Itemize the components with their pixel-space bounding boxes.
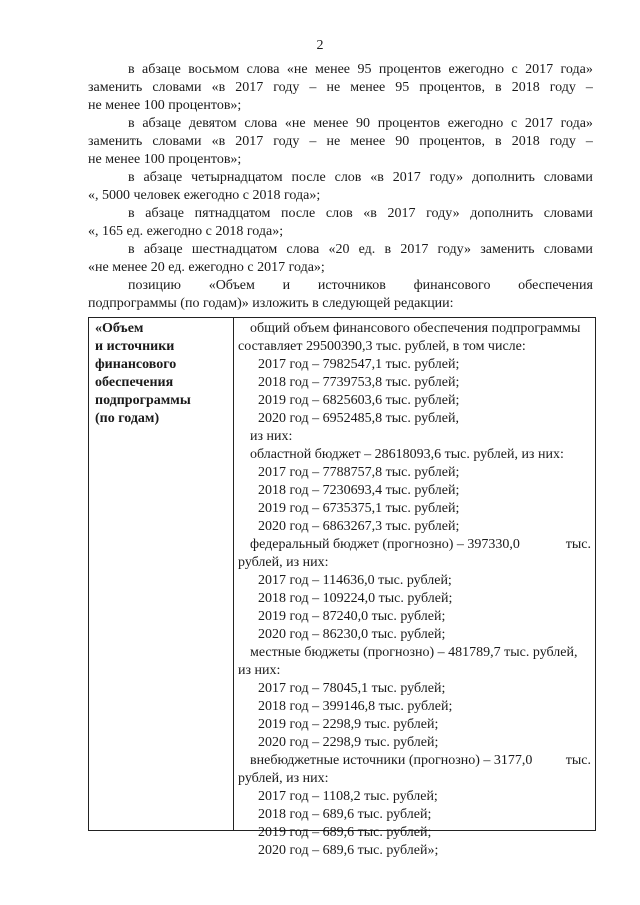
position-word: позицию <box>128 278 181 293</box>
funding-line: 2019 год – 6825603,6 тыс. рублей; <box>258 393 460 408</box>
page-number: 2 <box>316 38 324 53</box>
paragraph-line: не менее 100 процентов»; <box>88 98 242 113</box>
position-word: финансового <box>413 278 491 293</box>
position-word: обеспечения <box>518 278 593 293</box>
position-word: источников <box>317 278 386 293</box>
position-word: «Объем <box>208 278 255 293</box>
header-cell-line: «Объем <box>95 321 144 336</box>
paragraph-line: в абзаце девятом слова «не менее 90 процентов ежегодно с 2017 года» <box>128 116 593 131</box>
paragraph-line: «не менее 20 ед. ежегодно с 2017 года»; <box>88 260 325 275</box>
position-word: и <box>282 278 291 293</box>
funding-line: 2019 год – 689,6 тыс. рублей; <box>258 825 432 840</box>
paragraph-line: не менее 100 процентов»; <box>88 152 242 167</box>
funding-table <box>88 317 596 858</box>
header-cell-line: финансового <box>95 357 177 372</box>
paragraph-line: в абзаце шестнадцатом слова «20 ед. в 2017 году» заменить словами <box>128 242 593 257</box>
funding-line: 2020 год – 2298,9 тыс. рублей; <box>258 735 439 750</box>
header-cell-line: обеспечения <box>95 375 174 390</box>
funding-table-content-cell <box>234 318 595 858</box>
funding-line: 2019 год – 6735375,1 тыс. рублей; <box>258 501 460 516</box>
paragraph-line: заменить словами «в 2017 году – не менее 90 процентов, в 2018 году – <box>88 134 593 149</box>
funding-line: 2020 год – 689,6 тыс. рублей»; <box>258 843 439 858</box>
header-cell-line: и источники <box>95 339 175 354</box>
funding-line: 2017 год – 7788757,8 тыс. рублей; <box>258 465 460 480</box>
paragraph-line: в абзаце пятнадцатом после слов «в 2017 году» дополнить словами <box>128 206 593 221</box>
paragraph-line: «, 165 ед. ежегодно с 2018 года»; <box>88 224 284 239</box>
funding-line: 2018 год – 399146,8 тыс. рублей; <box>258 699 453 714</box>
header-cell-line: подпрограммы <box>95 393 191 408</box>
paragraph-line: «, 5000 человек ежегодно с 2018 года»; <box>88 188 321 203</box>
funding-line: рублей, из них: <box>238 771 329 786</box>
funding-line: внебюджетные источники (прогнозно) – 3177,0 тыс. <box>250 753 591 768</box>
funding-line: 2020 год – 6952485,8 тыс. рублей, <box>258 411 459 426</box>
funding-line: 2020 год – 6863267,3 тыс. рублей; <box>258 519 460 534</box>
header-cell-line: (по годам) <box>95 411 160 426</box>
funding-line: областной бюджет – 28618093,6 тыс. рублей, из них: <box>250 447 564 462</box>
funding-line: 2018 год – 7739753,8 тыс. рублей; <box>258 375 460 390</box>
funding-table-header-cell <box>89 318 234 830</box>
funding-line: местные бюджеты (прогнозно) – 481789,7 тыс. рублей, <box>250 645 578 660</box>
paragraph-line: заменить словами «в 2017 году – не менее 95 процентов, в 2018 году – <box>88 80 593 95</box>
funding-line: из них: <box>238 663 281 678</box>
funding-line: 2018 год – 109224,0 тыс. рублей; <box>258 591 453 606</box>
funding-line: 2019 год – 87240,0 тыс. рублей; <box>258 609 446 624</box>
funding-line: 2017 год – 114636,0 тыс. рублей; <box>258 573 452 588</box>
position-paragraph-line-1 <box>88 277 593 295</box>
paragraph-line: в абзаце четырнадцатом после слов «в 2017 году» дополнить словами <box>128 170 593 185</box>
amendment-paragraphs <box>88 61 593 277</box>
funding-line: 2019 год – 2298,9 тыс. рублей; <box>258 717 439 732</box>
funding-line: 2017 год – 78045,1 тыс. рублей; <box>258 681 446 696</box>
funding-line: 2018 год – 689,6 тыс. рублей; <box>258 807 432 822</box>
funding-line: рублей, из них: <box>238 555 329 570</box>
funding-line: 2017 год – 1108,2 тыс. рублей; <box>258 789 438 804</box>
funding-line: общий объем финансового обеспечения подпрограммы <box>250 321 581 336</box>
funding-line: 2018 год – 7230693,4 тыс. рублей; <box>258 483 460 498</box>
amendment-text <box>88 61 593 313</box>
funding-line: федеральный бюджет (прогнозно) – 397330,0 тыс. <box>250 537 591 552</box>
funding-line: составляет 29500390,3 тыс. рублей, в том числе: <box>238 339 526 354</box>
funding-line: 2017 год – 7982547,1 тыс. рублей; <box>258 357 460 372</box>
position-paragraph-line-2: подпрограммы (по годам)» изложить в следующей редакции: <box>88 296 454 311</box>
funding-line: 2020 год – 86230,0 тыс. рублей; <box>258 627 446 642</box>
paragraph-line: в абзаце восьмом слова «не менее 95 процентов ежегодно с 2017 года» <box>128 62 593 77</box>
funding-line: из них: <box>250 429 293 444</box>
